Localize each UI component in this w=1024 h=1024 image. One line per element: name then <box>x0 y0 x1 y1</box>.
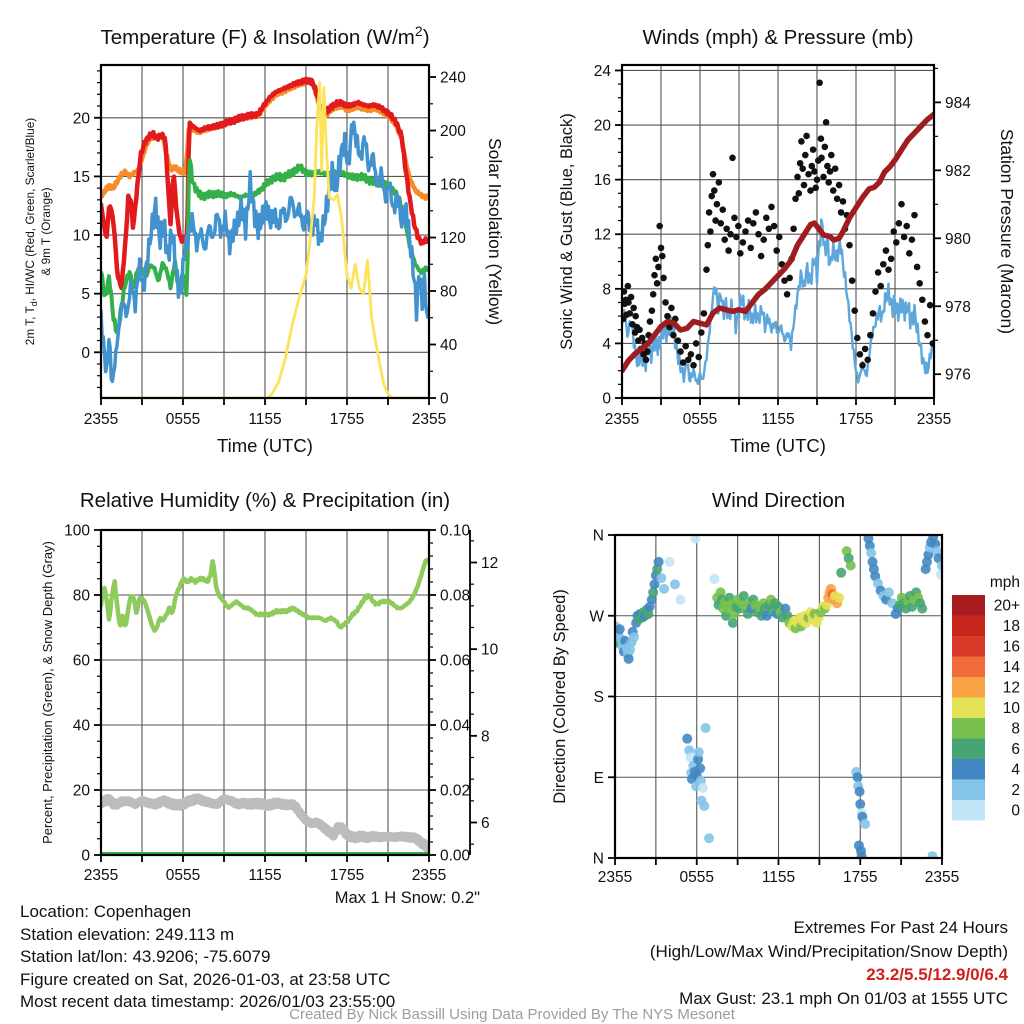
svg-text:16: 16 <box>593 172 611 190</box>
svg-text:8: 8 <box>481 728 490 746</box>
svg-text:6: 6 <box>481 815 490 832</box>
left-axis-label: Sonic Wind & Gust (Blue, Black) <box>558 113 576 350</box>
x-tick-label: 0555 <box>165 411 201 428</box>
legend-label: 6 <box>1011 740 1020 758</box>
svg-text:0: 0 <box>81 847 90 865</box>
svg-text:0.04: 0.04 <box>440 717 471 735</box>
svg-text:15: 15 <box>72 168 90 186</box>
chart-title: Winds (mph) & Pressure (mb) <box>642 26 914 49</box>
svg-text:20: 20 <box>593 117 611 135</box>
svg-text:N: N <box>592 850 604 868</box>
station-info <box>20 901 395 1014</box>
x-tick-label: 0555 <box>165 867 201 884</box>
svg-text:40: 40 <box>72 717 90 735</box>
chart-temperature-insolation <box>0 0 512 460</box>
chart-title: Relative Humidity (%) & Precipitation (in) <box>79 489 451 512</box>
x-tick-label: 1155 <box>761 411 795 428</box>
legend-title: mph <box>989 574 1020 591</box>
x-tick-label: 2355 <box>83 411 119 428</box>
svg-text:24: 24 <box>593 62 611 80</box>
legend-swatch <box>952 800 985 821</box>
x-tick-label: 1755 <box>838 411 874 428</box>
svg-text:10: 10 <box>481 641 499 659</box>
svg-text:0.02: 0.02 <box>440 782 471 800</box>
chart-title: Wind Direction <box>711 489 846 512</box>
legend-label: 16 <box>1002 638 1020 656</box>
legend-label: 12 <box>1002 679 1020 697</box>
legend-label: 2 <box>1011 781 1020 799</box>
left-axis-label: 2m T, $T_d$, HI/WC (Red, Green, Scarlet/Blue) <box>23 117 39 346</box>
x-tick-label: 2355 <box>924 869 960 886</box>
legend-label: 4 <box>1011 761 1020 779</box>
svg-text:976: 976 <box>945 366 971 384</box>
svg-text:0: 0 <box>440 390 449 408</box>
x-tick-label: 1755 <box>329 411 365 428</box>
left-axis-label-line2: & 9m T (Orange) <box>39 187 53 276</box>
station-elevation: Station elevation: 249.113 m <box>20 924 235 944</box>
svg-text:S: S <box>593 689 604 706</box>
legend-swatch <box>952 718 985 739</box>
svg-text:0: 0 <box>602 390 611 408</box>
x-tick-label: 1755 <box>843 869 878 886</box>
x-tick-label: 2355 <box>411 867 447 884</box>
svg-text:978: 978 <box>945 298 971 316</box>
x-tick-label: 1155 <box>248 867 282 884</box>
left-axis-label: Direction (Colored By Speed) <box>551 589 569 804</box>
max-gust: Max Gust: 23.1 mph On 01/03 at 1555 UTC <box>679 988 1008 1008</box>
extremes-values: 23.2/5.5/12.9/0/6.4 <box>866 965 1008 984</box>
svg-text:W: W <box>589 608 604 626</box>
legend-swatch <box>952 677 985 698</box>
chart-winds-pressure <box>512 0 1024 460</box>
x-tick-label: 2355 <box>597 869 633 886</box>
legend-label: 18 <box>1002 617 1020 635</box>
chart-humidity-precip <box>0 470 512 914</box>
legend-swatch <box>952 739 985 760</box>
legend-swatch <box>952 698 985 719</box>
extremes-title: Extremes For Past 24 Hours <box>793 918 1008 937</box>
svg-text:12: 12 <box>593 226 611 244</box>
x-axis-label: Time (UTC) <box>217 435 313 456</box>
svg-text:E: E <box>593 769 604 787</box>
legend-swatch <box>952 780 985 801</box>
station-location: Location: Copenhagen <box>20 902 192 921</box>
legend-swatch <box>952 636 985 657</box>
svg-text:80: 80 <box>440 283 458 301</box>
data-timestamp: Most recent data timestamp: 2026/01/03 23:55:00 <box>20 992 396 1011</box>
station-latlon: Station lat/lon: 43.9206; -75.6079 <box>20 947 271 966</box>
x-tick-label: 1755 <box>329 867 365 884</box>
legend-label: 0 <box>1011 802 1020 820</box>
legend-label: 10 <box>1002 699 1020 717</box>
x-tick-label: 2355 <box>411 411 447 428</box>
x-tick-label: 1155 <box>761 869 796 886</box>
svg-text:0.00: 0.00 <box>440 847 471 865</box>
svg-text:60: 60 <box>72 652 90 670</box>
svg-text:5: 5 <box>81 286 90 304</box>
x-tick-label: 2355 <box>916 411 952 428</box>
left-axis-label: Percent, Precipitation (Green), & Snow Depth (Gray) <box>40 541 55 844</box>
svg-text:20: 20 <box>72 782 90 800</box>
legend-swatch <box>952 595 985 616</box>
legend-label: 20+ <box>993 597 1020 615</box>
x-tick-label: 2355 <box>604 411 640 428</box>
chart-title: Temperature (F) & Insolation $(W/m^2)$ <box>100 23 430 49</box>
svg-text:0.08: 0.08 <box>440 587 471 605</box>
svg-text:10: 10 <box>72 227 90 245</box>
extremes-subtitle: (High/Low/Max Wind/Precipitation/Snow Depth) <box>649 941 1008 961</box>
svg-text:12: 12 <box>481 555 499 572</box>
figure-created: Figure created on Sat, 2026-01-03, at 23:58 UTC <box>20 969 391 989</box>
svg-text:160: 160 <box>440 176 466 194</box>
chart-wind-direction <box>512 470 1024 914</box>
svg-text:N: N <box>592 527 604 545</box>
svg-text:4: 4 <box>602 335 611 353</box>
svg-text:8: 8 <box>602 281 611 299</box>
svg-text:20: 20 <box>72 110 90 128</box>
credit-text: Created By Nick Bassill Using Data Provided By The NYS Mesonet <box>289 1006 735 1023</box>
svg-text:100: 100 <box>64 522 90 540</box>
x-tick-label: 0555 <box>679 869 714 886</box>
svg-text:120: 120 <box>440 230 466 248</box>
svg-text:200: 200 <box>440 123 466 141</box>
svg-text:0.06: 0.06 <box>440 652 471 670</box>
gridlines <box>615 535 942 858</box>
x-tick-label: 2355 <box>83 867 119 884</box>
svg-text:240: 240 <box>440 69 466 87</box>
right-axis-label: Station Pressure (Maroon) <box>997 128 1017 335</box>
svg-text:0: 0 <box>81 344 90 362</box>
svg-text:980: 980 <box>945 230 971 248</box>
svg-text:40: 40 <box>440 337 458 355</box>
svg-text:982: 982 <box>945 162 971 180</box>
x-tick-label: 0555 <box>682 411 718 428</box>
max-hourly-snow-caption: Max 1 H Snow: 0.2" <box>334 889 480 907</box>
right-axis-label: Solar Insolation (Yellow) <box>485 137 505 326</box>
svg-text:80: 80 <box>72 587 90 605</box>
x-axis-label: Time (UTC) <box>730 435 826 456</box>
legend-label: 14 <box>1002 658 1020 676</box>
legend-label: 8 <box>1011 720 1020 738</box>
extremes-block <box>650 916 1008 1010</box>
legend-swatch <box>952 657 985 678</box>
svg-text:984: 984 <box>945 94 971 112</box>
legend-swatch <box>952 759 985 780</box>
x-tick-label: 1155 <box>248 411 282 428</box>
legend-swatch <box>952 616 985 637</box>
gridlines <box>622 65 934 398</box>
svg-text:0.10: 0.10 <box>440 522 471 540</box>
